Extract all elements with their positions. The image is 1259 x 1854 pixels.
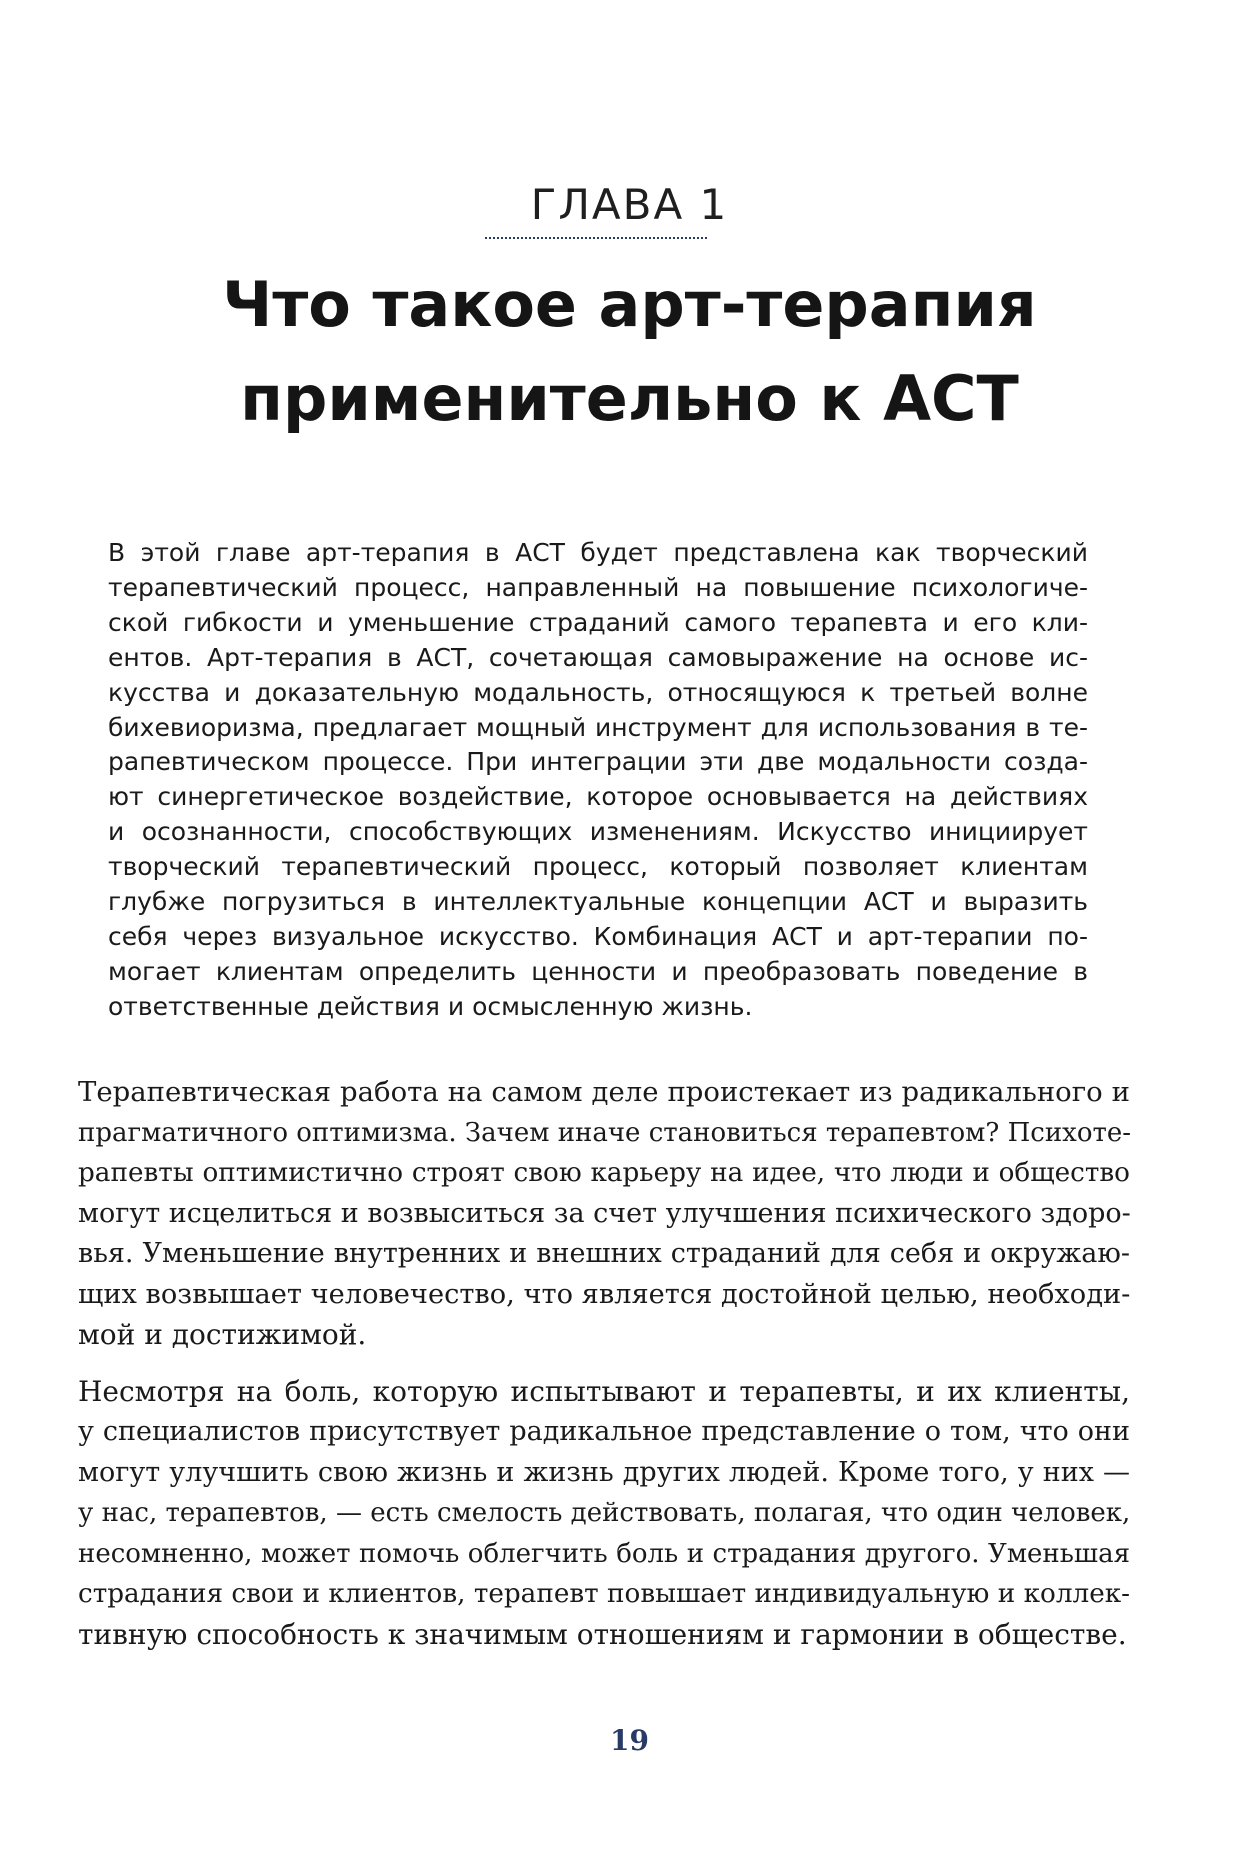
- abstract-line: себя через визуальное искусство. Комбинация АСТ и арт-терапии по-: [108, 921, 1088, 951]
- body-line: вья. Уменьшение внутренних и внешних страданий для себя и окружаю-: [78, 1238, 1130, 1269]
- abstract-line: ют синергетическое воздействие, которое основывается на действиях: [108, 782, 1088, 812]
- body-line: у специалистов присутствует радикальное представление о том, что они: [78, 1416, 1130, 1447]
- abstract-line: глубже погрузиться в интеллектуальные концепции АСТ и выразить: [108, 887, 1088, 917]
- body-line: несомненно, может помочь облегчить боль и страдания другого. Уменьшая: [78, 1538, 1130, 1569]
- body-line: могут улучшить свою жизнь и жизнь других людей. Кроме того, у них —: [78, 1456, 1130, 1488]
- chapter-abstract: [108, 536, 1088, 1025]
- abstract-line: В этой главе арт-терапия в АСТ будет представлена как творческий: [108, 538, 1088, 567]
- body-paragraph-2: [78, 1372, 1130, 1656]
- chapter-title-line: Что такое арт-терапия: [222, 268, 1037, 341]
- abstract-line: кусства и доказательную модальность, относящуюся к третьей волне: [108, 677, 1088, 707]
- body-line: страдания свои и клиентов, терапевт повышает индивидуальную и коллек-: [78, 1579, 1130, 1609]
- abstract-line: творческий терапевтический процесс, который позволяет клиентам: [108, 852, 1088, 882]
- abstract-line: ответственные действия и осмысленную жизнь.: [108, 991, 753, 1021]
- body-paragraph-1: [78, 1072, 1130, 1356]
- body-line: могут исцелиться и возвыситься за счет улучшения психического здоро-: [78, 1197, 1131, 1229]
- body-line: тивную способность к значимым отношениям и гармонии в обществе.: [78, 1617, 1127, 1651]
- page-number: 19: [610, 1724, 649, 1757]
- abstract-line: ентов. Арт-терапия в АСТ, сочетающая самовыражение на основе ис-: [108, 642, 1088, 672]
- body-line: мой и достижимой.: [78, 1318, 367, 1351]
- chapter-divider: [485, 237, 707, 239]
- chapter-title-line: применительно к АСТ: [240, 362, 1019, 435]
- body-line: Несмотря на боль, которую испытывают и терапевты, и их клиенты,: [78, 1374, 1130, 1408]
- abstract-line: и осознанности, способствующих изменениям. Искусство инициирует: [108, 817, 1088, 847]
- abstract-line: терапевтический процесс, направленный на повышение психологиче-: [108, 572, 1088, 602]
- body-text: [78, 1072, 1130, 1655]
- body-line: Терапевтическая работа на самом деле проистекает из радикального и: [78, 1076, 1130, 1108]
- body-line: рапевты оптимистично строят свою карьеру на идее, что люди и общество: [78, 1158, 1130, 1188]
- abstract-line: бихевиоризма, предлагает мощный инструмент для использования в те-: [108, 712, 1088, 742]
- abstract-line: рапевтическом процессе. При интеграции эти две модальности созда-: [108, 747, 1088, 777]
- abstract-line: ской гибкости и уменьшение страданий самого терапевта и его кли-: [108, 607, 1088, 637]
- body-line: щих возвышает человечество, что является достойной целью, необходи-: [78, 1278, 1131, 1310]
- chapter-label: ГЛАВА 1: [530, 180, 729, 229]
- abstract-line: могает клиентам определить ценности и преобразовать поведение в: [108, 956, 1088, 986]
- body-line: прагматичного оптимизма. Зачем иначе становиться терапевтом? Психоте-: [78, 1117, 1132, 1148]
- chapter-title: [0, 258, 1259, 446]
- body-line: у нас, терапевтов, — есть смелость действовать, полагая, что один человек,: [78, 1498, 1131, 1528]
